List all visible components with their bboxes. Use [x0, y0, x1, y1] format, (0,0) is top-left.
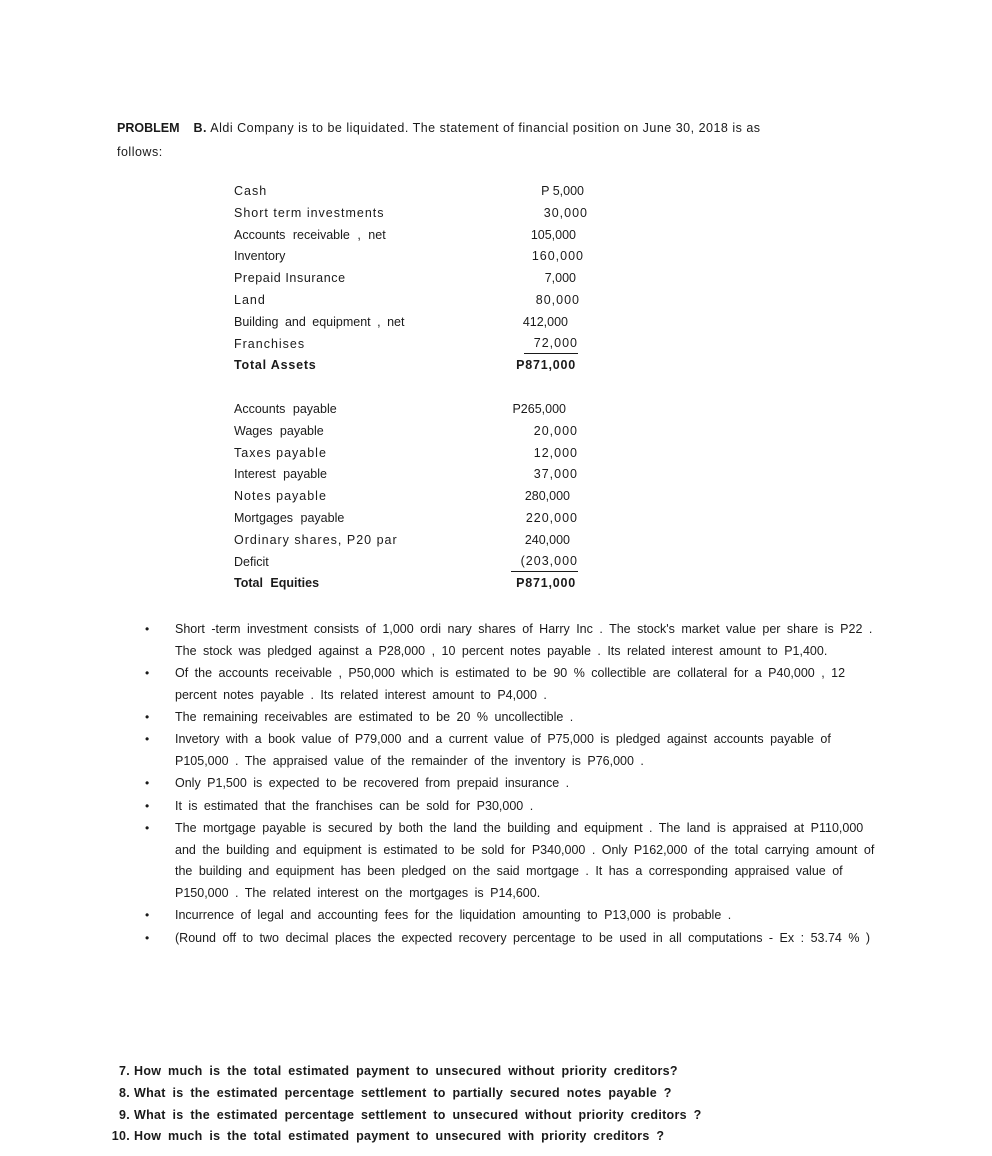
bullet-icon: • [145, 665, 150, 680]
question-number: 10. [111, 1129, 130, 1144]
asset-amount: 72,000 [524, 334, 578, 354]
equity-row [234, 464, 594, 486]
list-item [145, 619, 885, 662]
questions-list [100, 1061, 860, 1148]
list-item [145, 729, 885, 772]
bullet-icon: • [145, 622, 150, 636]
question-item [100, 1083, 860, 1105]
equity-row [234, 443, 594, 465]
note-text: Only P1,500 is expected to be recovered from prepaid insurance . [175, 776, 570, 791]
asset-row [234, 268, 594, 290]
question-item [100, 1061, 860, 1083]
question-text: How much is the total estimated payment to unsecured without priority creditors? [134, 1064, 678, 1078]
list-item [145, 905, 885, 927]
equity-amount: 20,000 [533, 423, 578, 438]
equity-label: Mortgages payable [234, 510, 345, 525]
asset-label: Prepaid Insurance [234, 271, 346, 286]
equity-amount: P265,000 [512, 402, 566, 416]
bullet-icon: • [145, 732, 150, 747]
bullet-icon: • [145, 776, 150, 791]
asset-amount: 105,000 [530, 227, 576, 242]
equities-total-row [234, 573, 594, 595]
note-text: Of the accounts receivable , P50,000 which is estimated to be 90 % collectible are collateral for a P40,000 , 12 percent notes payable . Its related interest amount to P4,000 . [175, 665, 846, 702]
equity-label: Accounts payable [234, 402, 337, 416]
equity-label: Taxes payable [234, 445, 327, 460]
bullet-icon: • [145, 798, 150, 813]
asset-row [234, 334, 594, 356]
asset-row [234, 203, 594, 225]
problem-text-line2: follows: [117, 145, 163, 159]
list-item [145, 707, 885, 729]
equity-label: Wages payable [234, 423, 324, 438]
note-text: (Round off to two decimal places the expected recovery percentage to be used in all computations - Ex : 53.74 % ) [175, 930, 871, 945]
asset-amount: 30,000 [543, 205, 588, 220]
asset-row [234, 181, 594, 203]
note-text: Incurrence of legal and accounting fees for the liquidation amounting to P13,000 is probable . [175, 908, 732, 923]
bullet-icon: • [145, 908, 150, 923]
asset-row [234, 312, 594, 334]
equity-label: Notes payable [234, 489, 327, 504]
equities-table [234, 399, 594, 595]
bullet-icon: • [145, 821, 150, 836]
note-text: The mortgage payable is secured by both the land the building and equipment . The land is appraised at P110,000 and the building and equipment is estimated to be sold for P340,000 . Only P162,000 of the total carrying amount of the building and equipment has been pledged on the said mortgage . It has a corresponding appraised value of P150,000 . The related interest on the mortgages is P14,600. [175, 821, 875, 900]
asset-label: Franchises [234, 336, 306, 351]
equity-row [234, 552, 594, 574]
equities-total-amount: P871,000 [516, 576, 576, 591]
problem-label: PROBLEM [117, 121, 180, 135]
equity-amount: 37,000 [533, 467, 578, 482]
question-number: 9. [118, 1107, 130, 1122]
equity-row [234, 421, 594, 443]
question-item [100, 1126, 860, 1148]
asset-amount: 80,000 [535, 292, 580, 307]
asset-amount: 412,000 [522, 314, 568, 329]
asset-label: Accounts receivable , net [234, 227, 386, 242]
asset-label: Inventory [234, 249, 286, 264]
question-text: How much is the total estimated payment to unsecured with priority creditors ? [134, 1129, 665, 1144]
asset-row [234, 246, 594, 268]
question-text: What is the estimated percentage settlement to partially secured notes payable ? [134, 1085, 672, 1100]
list-item [145, 796, 885, 818]
list-item [145, 928, 885, 950]
equity-row [234, 508, 594, 530]
asset-amount: 7,000 [544, 271, 576, 286]
asset-label: Land [234, 292, 266, 307]
equities-total-label: Total Equities [234, 576, 320, 591]
equity-label: Deficit [234, 554, 269, 569]
question-item [100, 1105, 860, 1127]
list-item [145, 773, 885, 795]
equity-row [234, 530, 594, 552]
equity-label: Ordinary shares, P20 par [234, 532, 398, 547]
equity-amount: 220,000 [525, 510, 578, 525]
question-number: 7. [118, 1064, 130, 1078]
list-item [145, 818, 885, 904]
note-text: It is estimated that the franchises can be sold for P30,000 . [175, 798, 534, 813]
assets-table [234, 181, 594, 377]
bullet-icon: • [145, 930, 150, 945]
bullet-icon: • [145, 709, 150, 724]
note-text: Short -term investment consists of 1,000 ordi nary shares of Harry Inc . The stock's market value per share is P22 . The stock was pledged against a P28,000 , 10 percent notes payable . Its related interest amount to P1,400. [175, 622, 873, 658]
equity-amount: (203,000 [511, 552, 578, 572]
note-text: Invetory with a book value of P79,000 and a current value of P75,000 is pledged against accounts payable of P105,000 . The appraised value of the remainder of the inventory is P76,000 . [175, 732, 831, 768]
problem-section: B. [193, 121, 207, 135]
asset-label: Cash [234, 184, 268, 198]
asset-label: Short term investments [234, 205, 385, 220]
equity-amount: 280,000 [524, 489, 570, 504]
question-text: What is the estimated percentage settlement to unsecured without priority creditors ? [134, 1107, 702, 1122]
question-number: 8. [118, 1085, 130, 1100]
assets-total-amount: P871,000 [516, 358, 576, 373]
notes-list [145, 619, 885, 950]
equity-row [234, 486, 594, 508]
equity-amount: 12,000 [533, 445, 578, 460]
assets-total-row [234, 355, 594, 377]
note-text: The remaining receivables are estimated to be 20 % uncollectible . [175, 709, 574, 724]
equity-label: Interest payable [234, 467, 327, 482]
equity-row [234, 399, 594, 421]
equity-amount: 240,000 [524, 532, 570, 547]
asset-amount: P 5,000 [541, 184, 584, 198]
asset-label: Building and equipment , net [234, 314, 405, 329]
problem-intro [117, 116, 887, 164]
assets-total-label: Total Assets [234, 358, 317, 373]
problem-text-line1: Aldi Company is to be liquidated. The statement of financial position on June 30, 2018 is as [210, 121, 761, 135]
list-item [145, 663, 885, 706]
asset-row [234, 225, 594, 247]
asset-amount: 160,000 [531, 249, 584, 264]
asset-row [234, 290, 594, 312]
